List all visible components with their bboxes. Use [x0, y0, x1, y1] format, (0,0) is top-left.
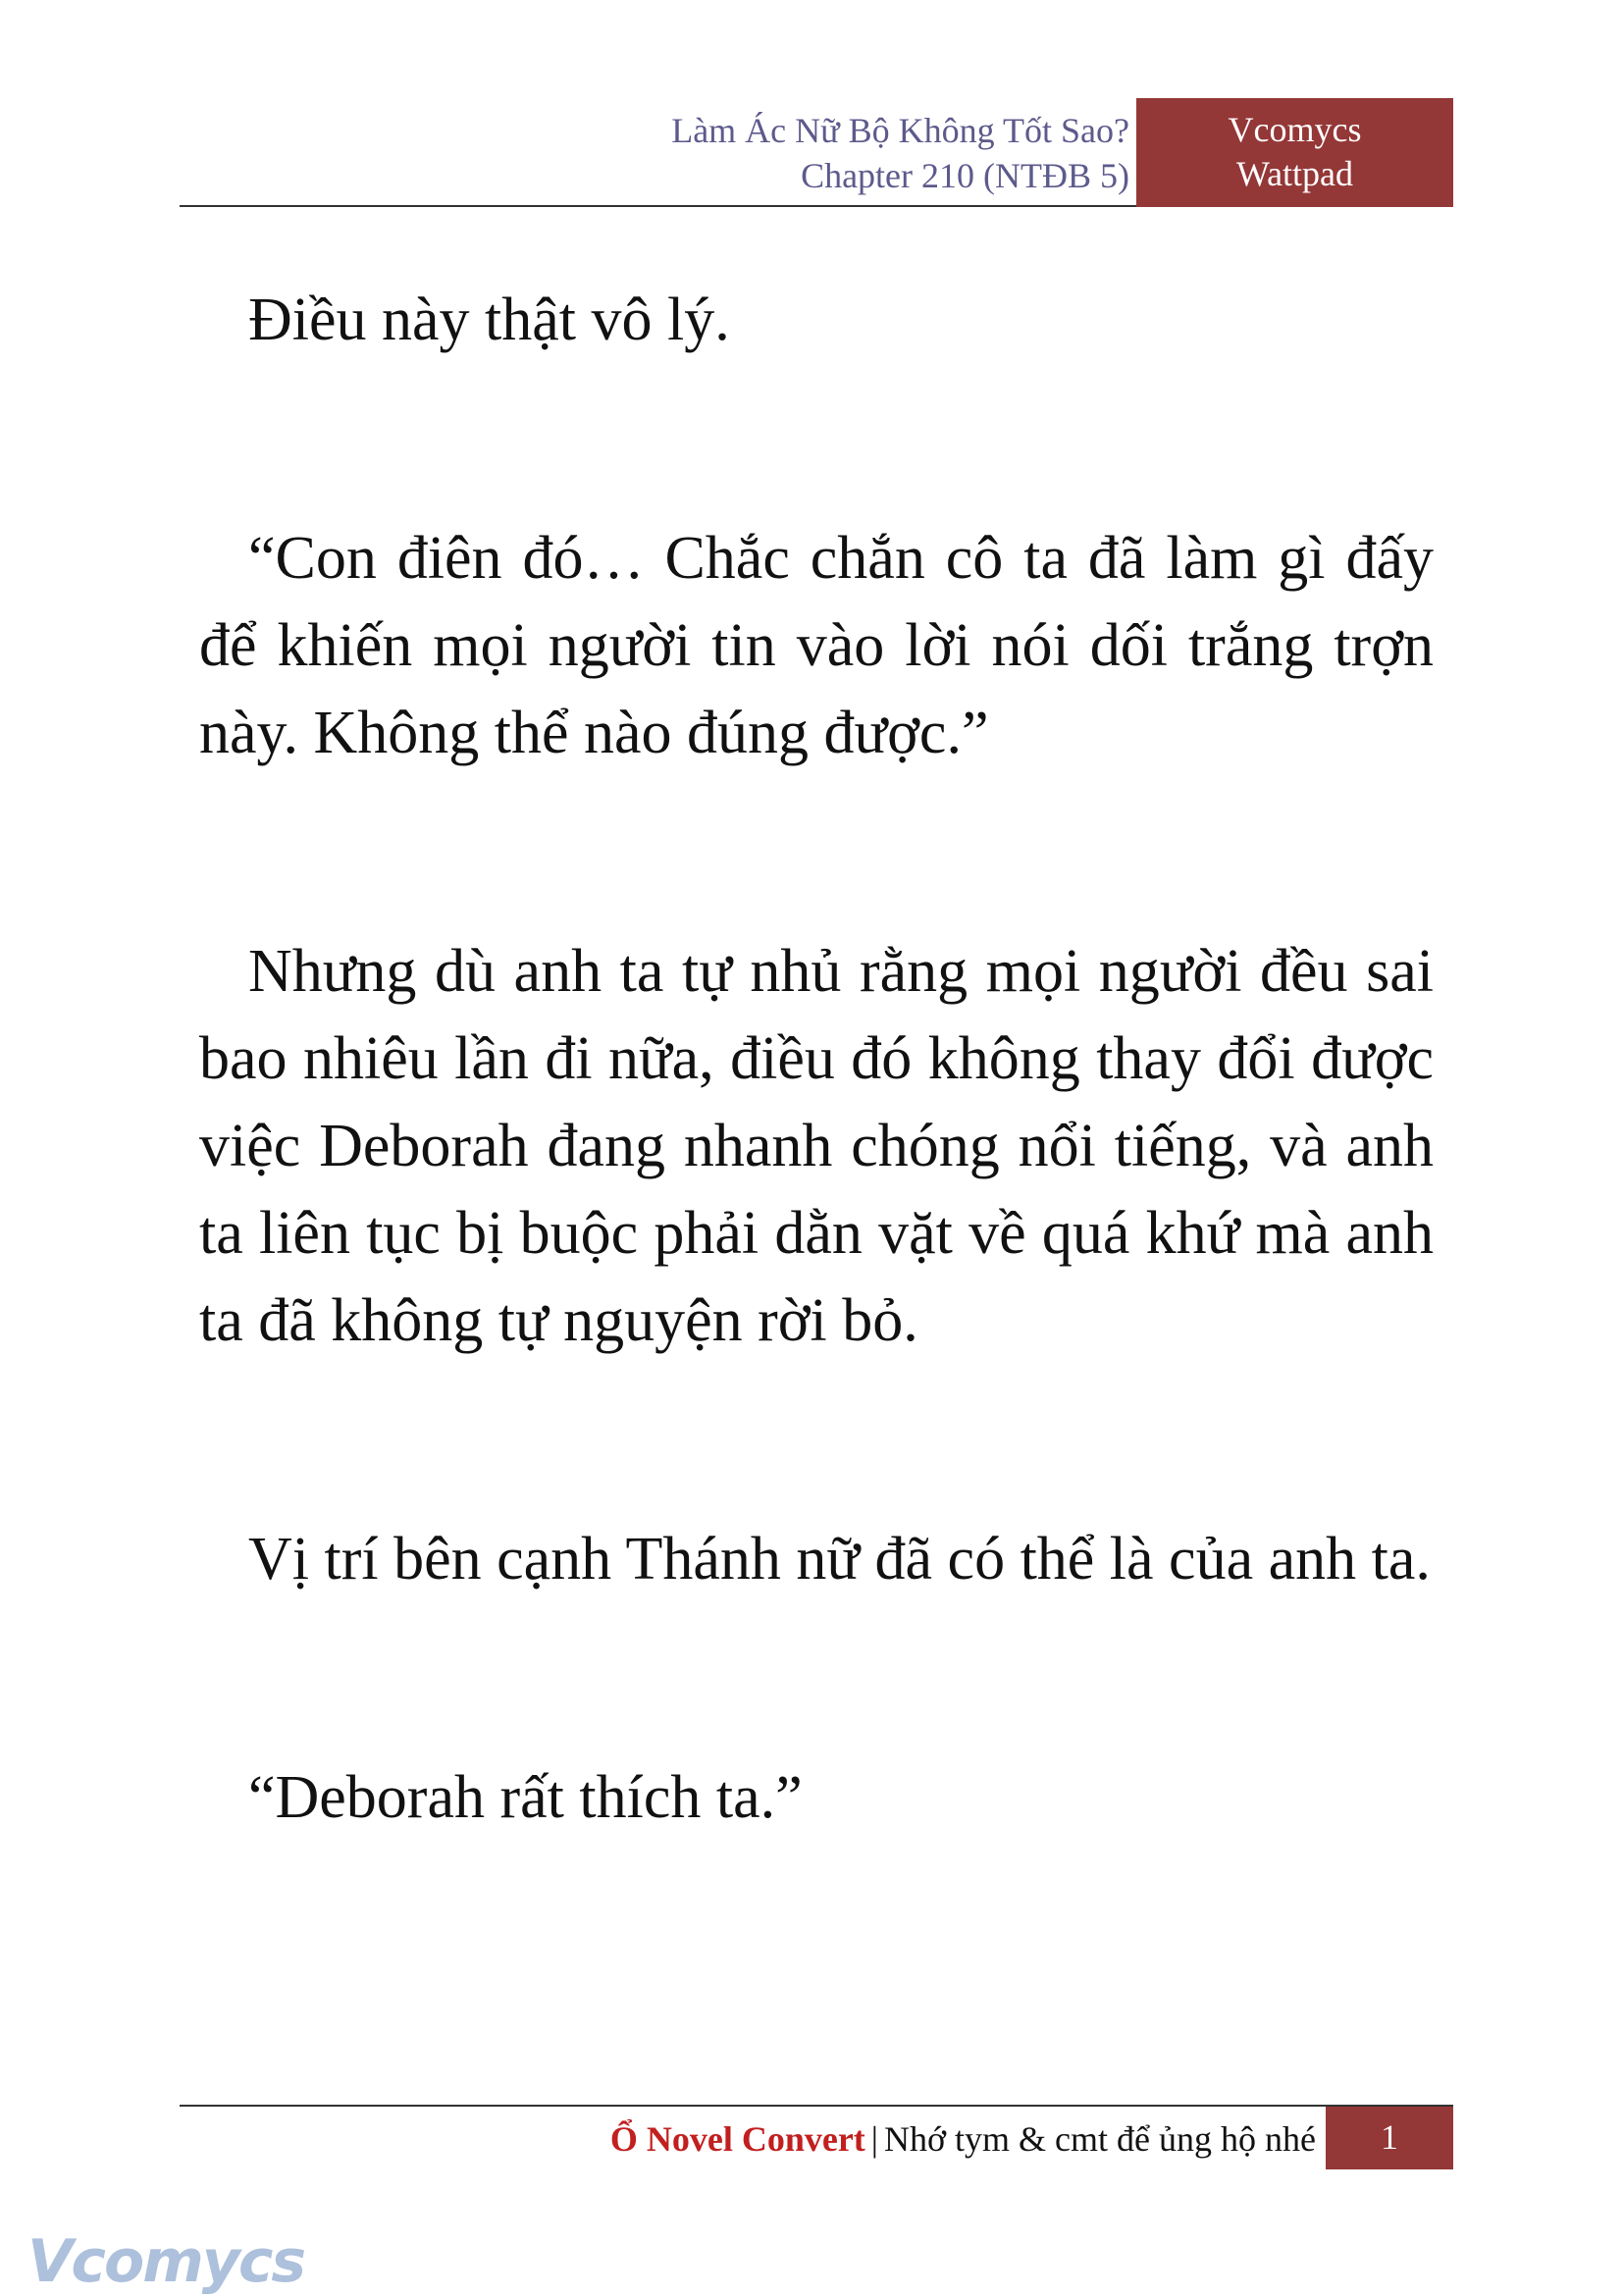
paragraph-1: Điều này thật vô lý. [248, 287, 730, 353]
header-divider [180, 205, 1136, 207]
header-titles [671, 108, 1129, 198]
page-number: 1 [1326, 2107, 1453, 2169]
page-footer [180, 2105, 1453, 2169]
paragraph-5: “Deborah rất thích ta.” [248, 1764, 803, 1831]
chapter-body [199, 277, 1434, 1842]
paragraph-2: “Con điên đó… Chắc chắn cô ta đã làm gì đấy để khiến mọi người tin vào lời nói dối trắng trợn này. Không thể nào đúng được.” [199, 525, 1434, 766]
header-badge [1136, 98, 1453, 207]
paragraph-4: Vị trí bên cạnh Thánh nữ đã có thể là của anh ta. [248, 1526, 1431, 1592]
footer-separator: | [870, 2119, 879, 2159]
book-title: Làm Ác Nữ Bộ Không Tốt Sao? [671, 111, 1129, 150]
footer-note: Nhớ tym & cmt để ủng hộ nhé [884, 2119, 1316, 2159]
footer-brand: Ổ Novel Convert [609, 2119, 865, 2159]
footer-credit [610, 2116, 1316, 2162]
footer-divider [180, 2105, 1453, 2107]
page-header [180, 98, 1453, 207]
paragraph-3: Nhưng dù anh ta tự nhủ rằng mọi người đều sai bao nhiêu lần đi nữa, điều đó không thay đổi được việc Deborah đang nhanh chóng nổi tiếng, và anh ta liên tục bị buộc phải dằn vặt về quá khứ mà anh ta đã không tự nguyện rời bỏ. [199, 938, 1434, 1354]
chapter-label: Chapter 210 (NTĐB 5) [801, 156, 1129, 195]
badge-line-2: Wattpad [1235, 154, 1354, 193]
vcomycs-logo: Vcomycs [27, 2227, 305, 2296]
badge-line-1: Vcomycs [1228, 110, 1362, 149]
